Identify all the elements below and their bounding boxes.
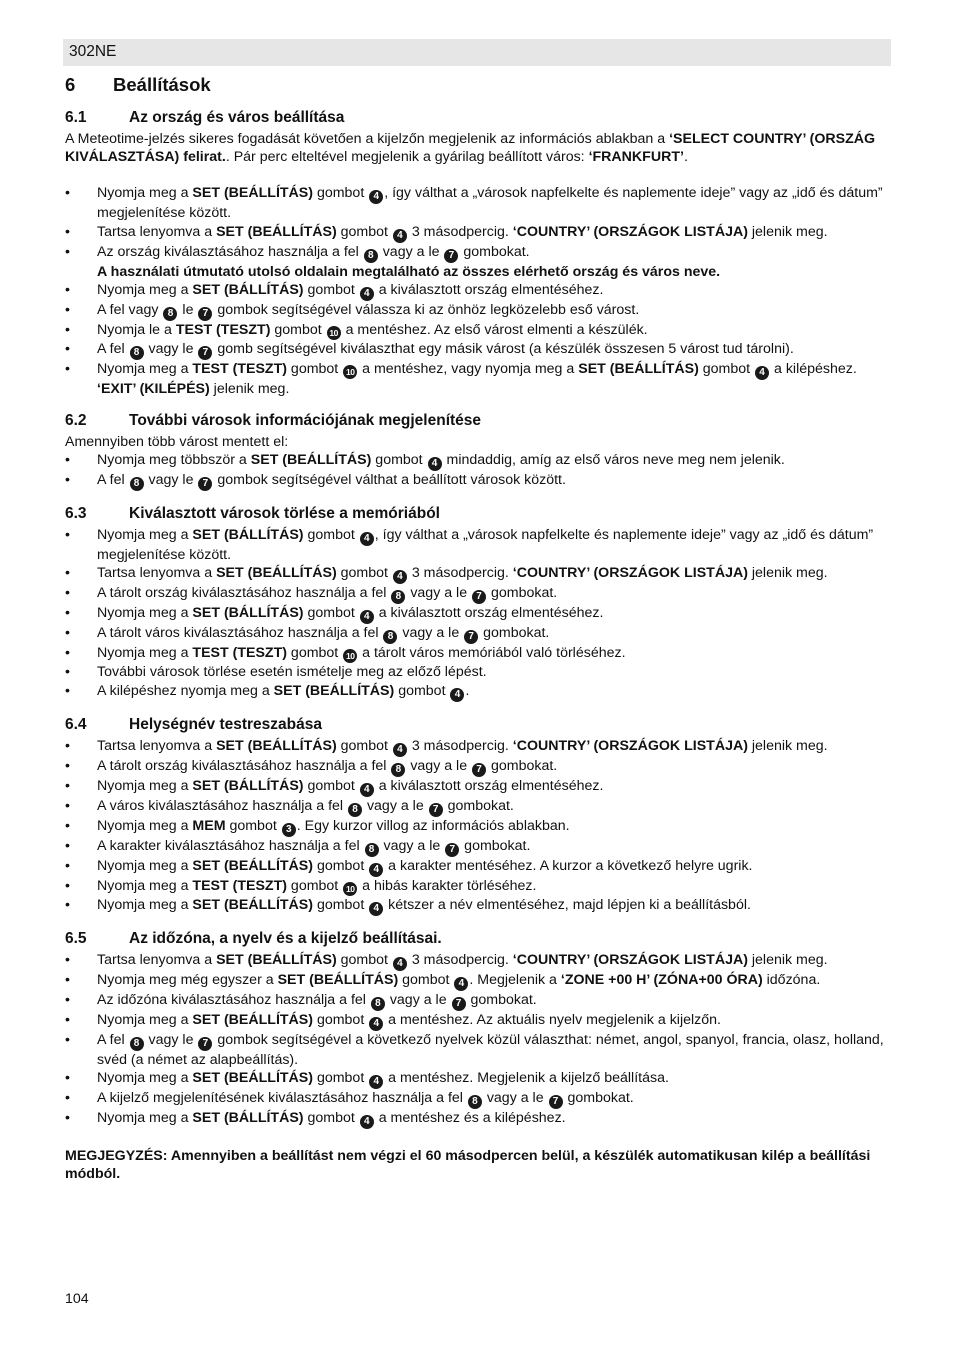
list-item: • Tartsa lenyomva a SET (BEÁLLÍTÁS) gombot 4 3 másodpercig. ‘COUNTRY’ (ORSZÁGOK LISTÁJA) jelenik meg. bbox=[65, 951, 891, 971]
button-ref-icon: 8 bbox=[391, 763, 405, 777]
button-ref-icon: 8 bbox=[130, 1037, 144, 1051]
list-item: • A város kiválasztásához használja a fel 8 vagy a le 7 gombokat. bbox=[65, 797, 891, 817]
button-ref-icon: 4 bbox=[755, 366, 769, 380]
button-ref-icon: 8 bbox=[130, 477, 144, 491]
list-item: • Nyomja le a TEST (TESZT) gombot 10 a mentéshez. Az első várost elmenti a készülék. bbox=[65, 321, 891, 340]
subsection-heading-6-2: 6.2 További városok információjának megjelenítése bbox=[65, 412, 482, 430]
button-ref-icon: 4 bbox=[360, 1115, 374, 1129]
list-item: • A fel 8 vagy le 7 gombok segítségével a következő nyelvek közül választhat: német, angol, spanyol, francia, olasz, holland, svéd (a német az alapbeállítás). bbox=[65, 1031, 891, 1069]
button-ref-icon: 7 bbox=[472, 763, 486, 777]
subsection-heading-6-4: 6.4 Helységnév testreszabása bbox=[65, 715, 323, 733]
page-number: 104 bbox=[65, 1291, 89, 1307]
list-item: • A tárolt város kiválasztásához használja a fel 8 vagy a le 7 gombokat. bbox=[65, 624, 891, 644]
button-ref-icon: 7 bbox=[464, 630, 478, 644]
model-header-bar bbox=[63, 39, 891, 66]
list-item: • Az ország kiválasztásához használja a fel 8 vagy a le 7 gombokat. bbox=[65, 243, 891, 263]
subsection-heading-6-5: 6.5 Az időzóna, a nyelv és a kijelző beállításai. bbox=[65, 929, 442, 947]
button-ref-icon: 7 bbox=[429, 803, 443, 817]
section-heading: 6 Beállítások bbox=[65, 74, 211, 95]
button-ref-icon: 4 bbox=[360, 287, 374, 301]
button-ref-icon: 8 bbox=[383, 630, 397, 644]
button-ref-icon: 7 bbox=[549, 1095, 563, 1109]
model-number: 302NE bbox=[69, 43, 117, 60]
button-ref-icon: 8 bbox=[365, 843, 379, 857]
list-item: • Nyomja meg a SET (BÁLLÍTÁS) gombot 4 a kiválasztott ország elmentéséhez. bbox=[65, 281, 891, 301]
button-ref-icon: 4 bbox=[360, 783, 374, 797]
list-item: • Nyomja meg a SET (BÁLLÍTÁS) gombot 4 , így válthat a „városok napfelkelte és naplemente ideje” vagy az „idő és dátum” megjelenítése között. bbox=[65, 526, 891, 564]
button-ref-icon: 8 bbox=[348, 803, 362, 817]
button-ref-icon: 7 bbox=[198, 477, 212, 491]
button-ref-icon: 7 bbox=[445, 843, 459, 857]
button-ref-icon: 4 bbox=[360, 610, 374, 624]
list-item: • Tartsa lenyomva a SET (BEÁLLÍTÁS) gombot 4 3 másodpercig. ‘COUNTRY’ (ORSZÁGOK LISTÁJA) jelenik meg. bbox=[65, 737, 891, 757]
list-item: • Nyomja meg a MEM gombot 3 . Egy kurzor villog az információs ablakban. bbox=[65, 817, 891, 837]
button-ref-icon: 10 bbox=[343, 365, 357, 379]
button-ref-icon: 4 bbox=[450, 688, 464, 702]
list-item: • Nyomja meg a SET (BEÁLLÍTÁS) gombot 4 a karakter mentéséhez. A kurzor a következő helyre ugrik. bbox=[65, 857, 891, 877]
list-item: • A fel vagy 8 le 7 gombok segítségével válassza ki az önhöz legközelebb eső várost. bbox=[65, 301, 891, 321]
list-item: • Nyomja meg a SET (BEÁLLÍTÁS) gombot 4 a mentéshez. Megjelenik a kijelző beállítása. bbox=[65, 1069, 891, 1089]
list-item: • A karakter kiválasztásához használja a fel 8 vagy a le 7 gombokat. bbox=[65, 837, 891, 857]
button-ref-icon: 8 bbox=[163, 307, 177, 321]
list-item: • Tartsa lenyomva a SET (BEÁLLÍTÁS) gombot 4 3 másodpercig. ‘COUNTRY’ (ORSZÁGOK LISTÁJA) jelenik meg. bbox=[65, 564, 891, 584]
list-item: • Nyomja meg a SET (BEÁLLÍTÁS) gombot 4 a mentéshez. Az aktuális nyelv megjelenik a kijelzőn. bbox=[65, 1011, 891, 1031]
button-ref-icon: 4 bbox=[454, 977, 468, 991]
button-ref-icon: 7 bbox=[472, 590, 486, 604]
button-ref-icon: 4 bbox=[369, 902, 383, 916]
list-item: • Nyomja meg a SET (BÁLLÍTÁS) gombot 4 a kiválasztott ország elmentéséhez. bbox=[65, 604, 891, 624]
instruction-list-6-3 bbox=[65, 526, 891, 701]
intro-paragraph: Amennyiben több várost mentett el: bbox=[65, 434, 289, 451]
button-ref-icon: 4 bbox=[428, 457, 442, 471]
instruction-list-6-1 bbox=[65, 184, 891, 398]
button-ref-icon: 7 bbox=[198, 307, 212, 321]
subsection-heading-6-1: 6.1 Az ország és város beállítása bbox=[65, 109, 345, 126]
button-ref-icon: 4 bbox=[393, 229, 407, 243]
button-ref-icon: 8 bbox=[364, 249, 378, 263]
instruction-list-6-2 bbox=[65, 451, 891, 491]
button-ref-icon: 4 bbox=[360, 532, 374, 546]
button-ref-icon: 4 bbox=[369, 1017, 383, 1031]
list-item: • A fel 8 vagy le 7 gomb segítségével kiválaszthat egy másik várost (a készülék összesen 5 várost tud tárolni). bbox=[65, 340, 891, 360]
button-ref-icon: 4 bbox=[393, 570, 407, 584]
button-ref-icon: 10 bbox=[343, 882, 357, 896]
list-item: • Nyomja meg a SET (BEÁLLÍTÁS) gombot 4 kétszer a név elmentéséhez, majd lépjen ki a beállításból. bbox=[65, 896, 891, 916]
button-ref-icon: 3 bbox=[282, 823, 296, 837]
button-ref-icon: 7 bbox=[452, 997, 466, 1011]
list-item: • A tárolt ország kiválasztásához használja a fel 8 vagy a le 7 gombokat. bbox=[65, 757, 891, 777]
button-ref-icon: 4 bbox=[369, 863, 383, 877]
list-item-note: A használati útmutató utolsó oldalain megtalálható az összes elérhető ország és város neve. bbox=[97, 263, 721, 280]
list-item: • A kilépéshez nyomja meg a SET (BEÁLLÍTÁS) gombot 4 . bbox=[65, 682, 891, 702]
list-item: • A kijelző megjelenítésének kiválasztásához használja a fel 8 vagy a le 7 gombokat. bbox=[65, 1089, 891, 1109]
button-ref-icon: 7 bbox=[444, 249, 458, 263]
subsection-heading-6-3: 6.3 Kiválasztott városok törlése a memóriából bbox=[65, 505, 440, 523]
list-item: • További városok törlése esetén ismételje meg az előző lépést. bbox=[65, 663, 891, 681]
button-ref-icon: 4 bbox=[369, 190, 383, 204]
list-item: • A fel 8 vagy le 7 gombok segítségével válthat a beállított városok között. bbox=[65, 471, 891, 491]
list-item: • Tartsa lenyomva a SET (BEÁLLÍTÁS) gombot 4 3 másodpercig. ‘COUNTRY’ (ORSZÁGOK LISTÁJA) jelenik meg. bbox=[65, 223, 891, 243]
list-item: • Nyomja meg többször a SET (BEÁLLÍTÁS) gombot 4 mindaddig, amíg az első város neve meg nem jelenik. bbox=[65, 451, 891, 471]
intro-paragraph: A Meteotime-jelzés sikeres fogadását követően a kijelzőn megjelenik az információs ablakban a ‘SELECT COUNTRY’ (ORSZÁG KIVÁLASZTÁSA) felirat.. Pár perc elteltével megjelenik a gyárilag beállított város: ‘FRANKFURT’. bbox=[65, 131, 876, 166]
instruction-list-6-4 bbox=[65, 737, 891, 916]
button-ref-icon: 7 bbox=[198, 346, 212, 360]
list-item: • Nyomja meg a TEST (TESZT) gombot 10 a hibás karakter törléséhez. bbox=[65, 877, 891, 896]
list-item: • Nyomja meg a SET (BÁLLÍTÁS) gombot 4 a mentéshez és a kilépéshez. bbox=[65, 1109, 891, 1129]
list-item: • A tárolt ország kiválasztásához használja a fel 8 vagy a le 7 gombokat. bbox=[65, 584, 891, 604]
button-ref-icon: 8 bbox=[391, 590, 405, 604]
instruction-list-6-5 bbox=[65, 951, 891, 1129]
button-ref-icon: 8 bbox=[130, 346, 144, 360]
list-item: • Nyomja meg a TEST (TESZT) gombot 10 a tárolt város memóriából való törléséhez. bbox=[65, 644, 891, 663]
button-ref-icon: 8 bbox=[371, 997, 385, 1011]
button-ref-icon: 8 bbox=[468, 1095, 482, 1109]
button-ref-icon: 10 bbox=[327, 326, 341, 340]
button-ref-icon: 7 bbox=[198, 1037, 212, 1051]
list-item: • Nyomja meg a SET (BÁLLÍTÁS) gombot 4 a kiválasztott ország elmentéséhez. bbox=[65, 777, 891, 797]
list-item: • Az időzóna kiválasztásához használja a fel 8 vagy a le 7 gombokat. bbox=[65, 991, 891, 1011]
button-ref-icon: 4 bbox=[369, 1075, 383, 1089]
list-item: • Nyomja meg még egyszer a SET (BEÁLLÍTÁS) gombot 4 . Megjelenik a ‘ZONE +00 H’ (ZÓNA+00 ÓRA) időzóna. bbox=[65, 971, 891, 991]
button-ref-icon: 4 bbox=[393, 743, 407, 757]
button-ref-icon: 10 bbox=[343, 649, 357, 663]
note-paragraph: MEGJEGYZÉS: Amennyiben a beállítást nem végzi el 60 másodpercen belül, a készülék automatikusan kilép a beállítási módból. bbox=[65, 1147, 871, 1183]
page-content bbox=[65, 72, 891, 1183]
list-item: • Nyomja meg a TEST (TESZT) gombot 10 a mentéshez, vagy nyomja meg a SET (BEÁLLÍTÁS) gombot 4 a kilépéshez. ‘EXIT’ (KILÉPÉS) jelenik meg. bbox=[65, 360, 891, 398]
list-item: • Nyomja meg a SET (BEÁLLÍTÁS) gombot 4 , így válthat a „városok napfelkelte és naplemente ideje” vagy az „idő és dátum” megjelenítése között. bbox=[65, 184, 891, 222]
button-ref-icon: 4 bbox=[393, 957, 407, 971]
